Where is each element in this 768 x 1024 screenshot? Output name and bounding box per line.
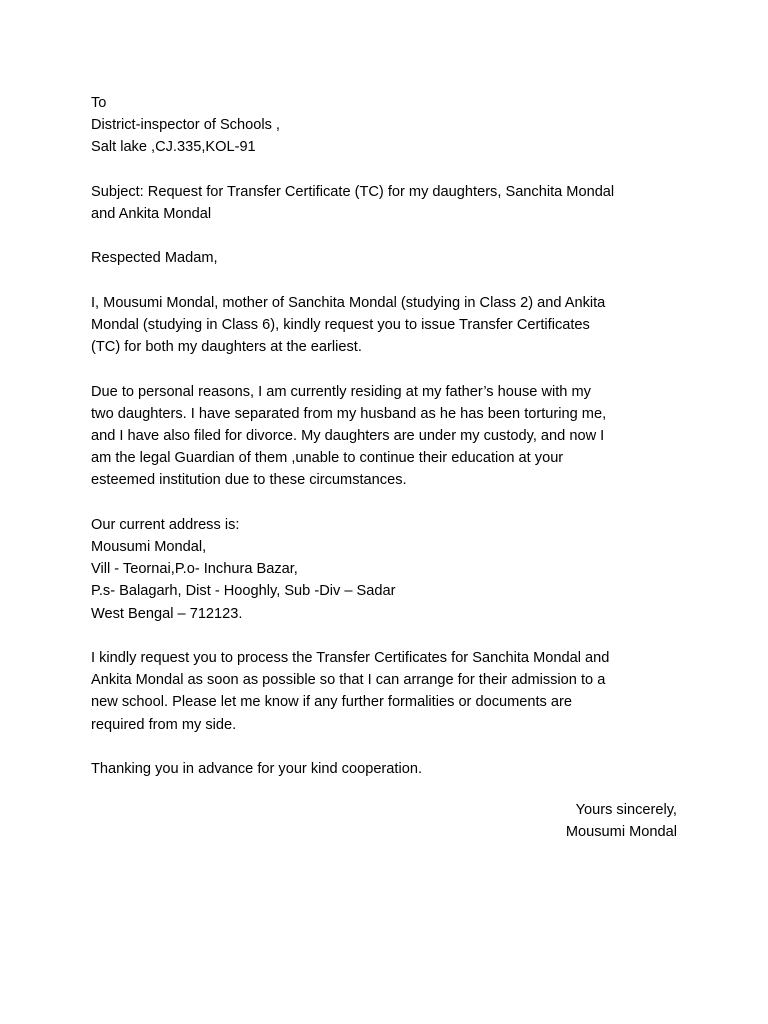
paragraph-line: am the legal Guardian of them ,unable to continue their education at your	[91, 450, 564, 467]
signature-name: Mousumi Mondal	[565, 824, 677, 841]
paragraph-process-request	[91, 647, 691, 736]
paragraph-request	[91, 292, 691, 359]
subject-line-2: and Ankita Mondal	[91, 206, 212, 222]
paragraph-line: (TC) for both my daughters at the earliest.	[91, 339, 362, 356]
letter-body	[91, 92, 691, 802]
paragraph-line: I, Mousumi Mondal, mother of Sanchita Mondal (studying in Class 2) and Ankita	[91, 294, 606, 311]
paragraph-line: required from my side.	[91, 716, 237, 733]
current-address-block	[91, 514, 691, 625]
paragraph-line: and I have also filed for divorce. My daughters are under my custody, and now I	[91, 427, 605, 444]
signoff-block	[566, 799, 677, 843]
paragraph-line: I kindly request you to process the Transfer Certificates for Sanchita Mondal and	[91, 649, 610, 666]
paragraph-line: Ankita Mondal as soon as possible so that I can arrange for their admission to a	[91, 672, 606, 689]
salutation	[91, 247, 691, 269]
paragraph-line: Mondal (studying in Class 6), kindly request you to issue Transfer Certificates	[91, 316, 590, 333]
address-line: West Bengal – 712123.	[91, 605, 243, 622]
valediction: Yours sincerely,	[575, 802, 677, 818]
closing-line-text: Thanking you in advance for your kind cooperation.	[91, 760, 422, 777]
paragraph-line: two daughters. I have separated from my husband as he has been torturing me,	[91, 405, 607, 422]
address-line: Vill - Teornai,P.o- Inchura Bazar,	[91, 561, 298, 578]
recipient-block	[91, 92, 691, 159]
address-line: P.s- Balagarh, Dist - Hooghly, Sub -Div – Sadar	[91, 583, 396, 600]
salutation-text: Respected Madam,	[91, 250, 218, 267]
subject-line-1: Subject: Request for Transfer Certificate (TC) for my daughters, Sanchita Mondal	[91, 183, 615, 200]
recipient-address: Salt lake ,CJ.335,KOL-91	[91, 139, 256, 156]
address-name: Mousumi Mondal,	[91, 538, 207, 555]
paragraph-line: esteemed institution due to these circumstances.	[91, 472, 407, 489]
closing-line	[91, 758, 691, 780]
recipient-to: To	[91, 95, 107, 111]
paragraph-line: Due to personal reasons, I am currently residing at my father’s house with my	[91, 383, 591, 400]
subject-block	[91, 181, 691, 225]
paragraph-reasons	[91, 381, 691, 492]
paragraph-line: new school. Please let me know if any further formalities or documents are	[91, 694, 573, 711]
recipient-title: District-inspector of Schools ,	[91, 117, 280, 134]
address-heading: Our current address is:	[91, 516, 240, 533]
